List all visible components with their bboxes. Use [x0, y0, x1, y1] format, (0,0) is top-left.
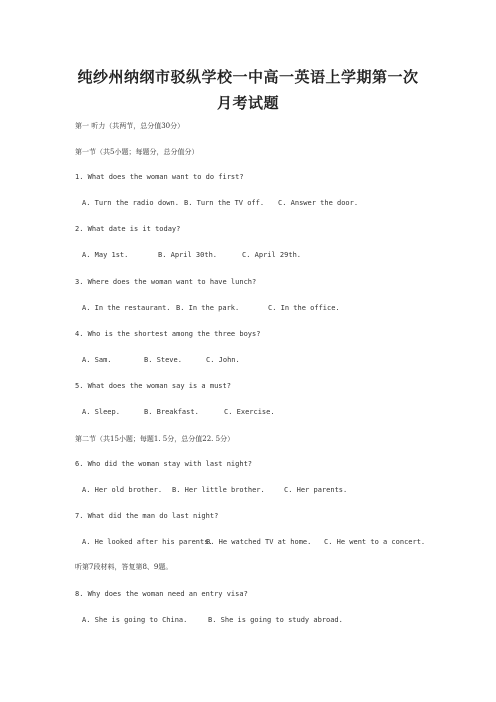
option-b: B. Breakfast. — [144, 408, 199, 416]
option-a: A. Turn the radio down. — [82, 199, 179, 207]
question-6-options — [82, 486, 347, 494]
question-7-options — [82, 538, 425, 546]
question-8-options — [82, 616, 343, 624]
question-5: 5. What does the woman say is a must? — [75, 382, 231, 390]
section-2-heading: 第二节（共15小题；每题1. 5分，总分值22. 5分） — [75, 435, 235, 443]
option-b: B. She is going to study abroad. — [208, 616, 343, 624]
option-c: C. He went to a concert. — [324, 538, 426, 546]
option-a: A. She is going to China. — [82, 616, 188, 624]
question-3: 3. Where does the woman want to have lunch? — [75, 278, 257, 286]
option-a: A. He looked after his parents. — [82, 538, 213, 546]
option-a: A. May 1st. — [82, 251, 129, 259]
question-8: 8. Why does the woman need an entry visa? — [75, 590, 248, 598]
part-heading: 第一 听力（共两节，总分值30分） — [75, 122, 185, 130]
question-4-options — [82, 356, 240, 364]
question-4: 4. Who is the shortest among the three boys? — [75, 330, 261, 338]
document-title-line-1: 纯纱州纳纲市驳纵学校一中高一英语上学期第一次 — [77, 68, 419, 86]
option-c: C. Her parents. — [284, 486, 348, 494]
option-c: C. April 29th. — [242, 251, 302, 259]
question-2: 2. What date is it today? — [75, 225, 181, 233]
option-b: B. Her little brother. — [172, 486, 265, 494]
option-c: C. John. — [206, 356, 240, 364]
question-6: 6. Who did the woman stay with last night? — [75, 460, 253, 468]
section-1-heading: 第一节（共5小题；每题分，总分值分） — [75, 148, 199, 156]
question-2-options — [82, 251, 301, 259]
option-b: B. April 30th. — [158, 251, 218, 259]
option-b: B. In the park. — [176, 304, 240, 312]
question-7: 7. What did the man do last night? — [75, 512, 219, 520]
option-a: A. Sleep. — [82, 408, 120, 416]
option-b: B. Turn the TV off. — [184, 199, 265, 207]
option-c: C. In the office. — [268, 304, 340, 312]
question-1-options — [82, 199, 358, 207]
option-a: A. Her old brother. — [82, 486, 163, 494]
option-c: C. Exercise. — [224, 408, 275, 416]
option-a: A. In the restaurant. — [82, 304, 171, 312]
question-1: 1. What does the woman want to do first? — [75, 173, 244, 181]
option-a: A. Sam. — [82, 356, 112, 364]
listening-note: 听第7段材料，答复第8、9题。 — [75, 563, 173, 571]
question-5-options — [82, 408, 275, 416]
document-title-line-2: 月考试题 — [216, 94, 279, 112]
option-b: B. Steve. — [144, 356, 182, 364]
question-3-options — [82, 304, 340, 312]
option-b: B. He watched TV at home. — [206, 538, 312, 546]
option-c: C. Answer the door. — [278, 199, 359, 207]
